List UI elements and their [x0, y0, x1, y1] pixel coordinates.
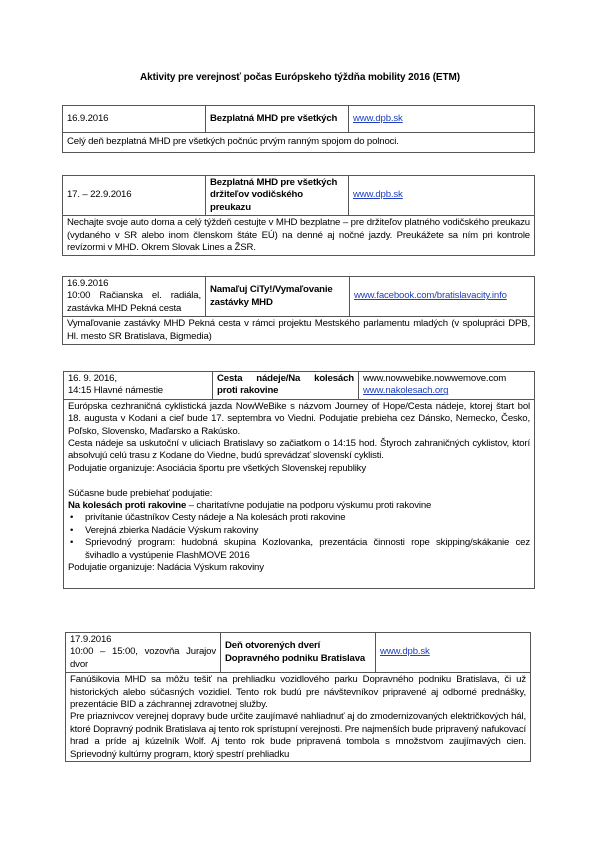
event-name: Bezplatná MHD pre všetkých držiteľov vodičského preukazu: [206, 176, 349, 216]
event-name: Bezplatná MHD pre všetkých: [206, 106, 349, 133]
event-name: Deň otvorených dverí Dopravného podniku Bratislava: [221, 633, 376, 673]
event-name: Cesta nádeje/Na kolesách proti rakovine: [213, 372, 359, 400]
event-description: Celý deň bezplatná MHD pre všetkých počnúc prvým ranným spojom do polnoci.: [63, 133, 535, 153]
event-table: [63, 371, 535, 589]
event-description-row: [64, 399, 535, 589]
event-date: 16.9.2016: [67, 278, 109, 289]
event-time-place: 14:15 Hlavné námestie: [68, 385, 163, 397]
event-link-plain: www.nowwebike.nowwemove.com: [363, 373, 507, 384]
event-table: [65, 632, 531, 762]
event-description-row: [63, 216, 535, 256]
event-description: Nechajte svoje auto doma a celý týždeň cestujte v MHD bezplatne – pre držiteľov platného vodičského preukazu (vydaného v SR alebo inom členskom štáte EÚ) na denné aj nočné jazdy. Preukážete sa ním pri kontrole revízormi v MHD. Okrem Slovak Lines a ŽSR.: [63, 216, 535, 256]
event-link[interactable]: www.dpb.sk: [380, 646, 430, 658]
event-table: [62, 105, 535, 153]
description-paragraph: Cesta nádeje sa uskutoční v uliciach Bratislavy so začiatkom o 14:15 hod. Štyroch zahraničných cyklistov, ktorí absolvujú celú trasu z Kodane do Viedne, budú sprevádzať slovenskí cyklisti.: [68, 438, 530, 462]
event-table: [62, 276, 535, 345]
event-description: [64, 399, 535, 589]
event-table: [62, 175, 535, 256]
event-header-row: [64, 372, 535, 400]
event-description-row: [66, 673, 531, 762]
bullet-item: • Verejná zbierka Nadácie Výskum rakoviny: [85, 525, 530, 537]
concurrent-intro: Súčasne bude prebiehať podujatie:: [68, 487, 213, 499]
bullet-item: • privítanie účastníkov Cesty nádeje a Na kolesách proti rakovine: [85, 512, 530, 524]
event-description: [66, 673, 531, 762]
concurrent-title: Na kolesách proti rakovine: [68, 500, 187, 512]
description-paragraph: Európska cezhraničná cyklistická jazda NowWeBike s názvom Journey of Hope/Cesta nádeje, ktorej štart bol 18. augusta v Kodani a cieľ bude 17. septembra vo Viedni. Podujatie prebieha cez Dánsko, Nemecko, Česko, Poľsko, Slovensko, Maďarsko a Rakúsko.: [68, 400, 530, 437]
event-header-row: [63, 176, 535, 216]
organizer: Podujatie organizuje: Nadácia Výskum rakoviny: [68, 562, 264, 574]
event-name: Namaľuj CiTy!/Vymaľovanie zastávky MHD: [206, 277, 350, 317]
description-paragraph: Fanúšikovia MHD sa môžu tešiť na prehliadku vozidlového parku Dopravného podniku Bratislava, či už historických alebo súčasných vozidiel. Tento rok budú pre návštevníkov pripravené aj odborné prednášky, prezentácie BID a záchrannej zdravotnej služby.: [70, 674, 526, 711]
event-description: Vymaľovanie zastávky MHD Pekná cesta v rámci projektu Mestského parlamentu mladých (v spolupráci DPB, Hl. mesto SR Bratislava, Bigmedia): [63, 317, 535, 345]
event-header-row: [66, 633, 531, 673]
event-description-row: [63, 133, 535, 153]
event-header-row: [63, 277, 535, 317]
event-time-place: 10:00 Račianska el. radiála, zastávka MHD Pekná cesta: [67, 290, 201, 314]
description-paragraph: Podujatie organizuje: Asociácia športu pre všetkých Slovenskej republiky: [68, 462, 366, 474]
event-date: 17.9.2016: [70, 634, 112, 645]
description-paragraph: Pre priaznivcov verejnej dopravy bude určite zaujímavé nahliadnuť aj do zmodernizovaných električkových hál, ktoré Dopravný podnik Bratislava aj tento rok sprístupní verejnosti. Pre najmenších bude pripravený nafukovací hrad a príde aj kúzelník Wolf. Aj tento rok bude pripravená tombola s množstvom zaujímavých cien. Sprievodný kultúrny program, ktorý spestrí prehliadku: [70, 711, 526, 760]
concurrent-event: [68, 500, 530, 512]
spacer: [68, 475, 530, 487]
event-link[interactable]: www.dpb.sk: [353, 112, 403, 124]
event-link[interactable]: www.nakolesach.org: [363, 385, 449, 397]
event-description-row: [63, 317, 535, 345]
event-header-row: [63, 106, 535, 133]
event-date: 16. 9. 2016,: [68, 373, 117, 384]
event-link[interactable]: www.dpb.sk: [353, 189, 403, 201]
bullet-list: [68, 512, 530, 562]
event-time-place: 10:00 – 15:00, vozovňa Jurajov dvor: [70, 646, 216, 670]
bullet-item: • Sprievodný program: hudobná skupina Kozlovanka, prezentácia činnosti rope skipping/skákanie cez švihadlo a vystúpenie FlashMOVE 2016: [85, 537, 530, 562]
event-link[interactable]: www.facebook.com/bratislavacity.info: [354, 290, 507, 302]
event-date: 17. – 22.9.2016: [63, 176, 206, 216]
concurrent-text: – charitatívne podujatie na podporu výskumu proti rakovine: [186, 500, 432, 512]
document-title: Aktivity pre verejnosť počas Európskeho týždňa mobility 2016 (ETM): [140, 72, 460, 83]
event-date: 16.9.2016: [63, 106, 206, 133]
